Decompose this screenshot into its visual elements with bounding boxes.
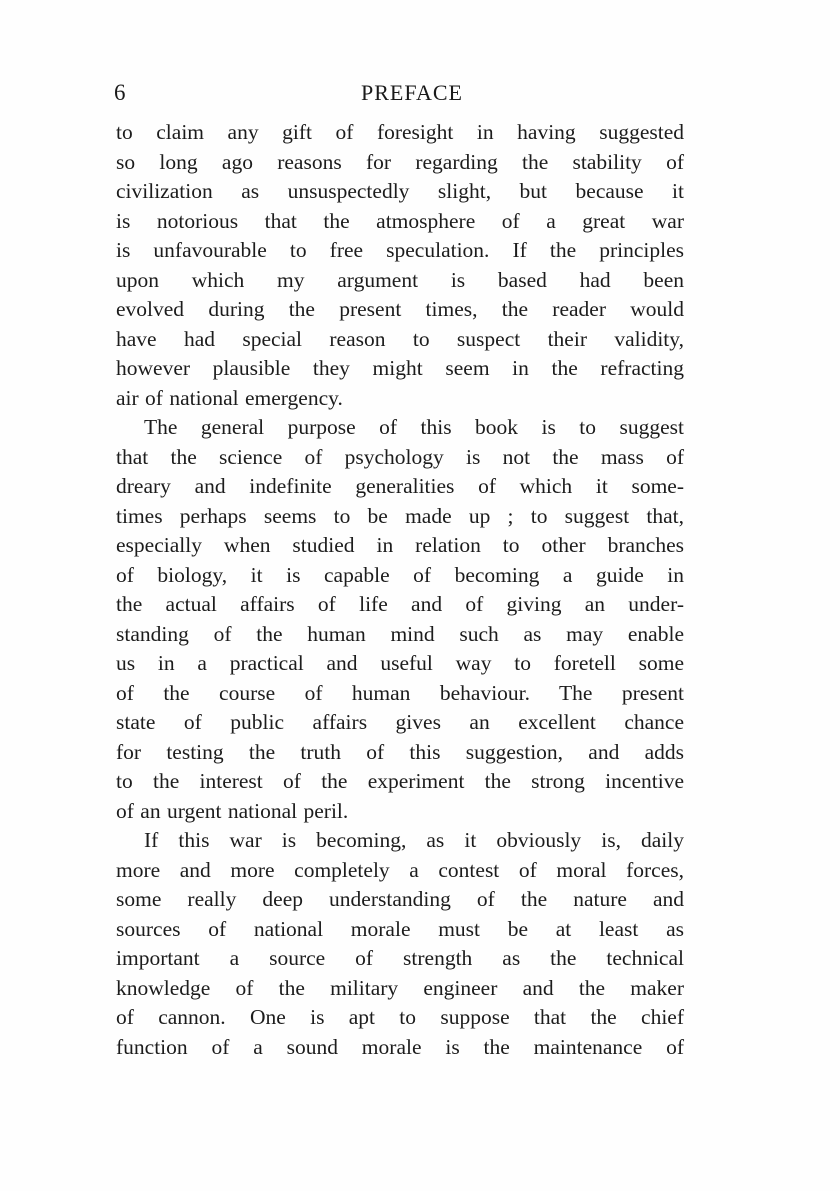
text-line: so long ago reasons for regarding the stability of [116, 149, 684, 174]
text-line: evolved during the present times, the reader would [116, 297, 684, 321]
text-line: civilization as unsuspectedly slight, but because it [116, 179, 684, 203]
text-line: is notorious that the atmosphere of a great war [116, 208, 684, 233]
paragraph-start-line: The general purpose of this book is to suggest [144, 415, 684, 439]
text-line: of an urgent national peril. [116, 798, 349, 823]
text-line: however plausible they might seem in the refracting [116, 356, 684, 380]
text-line: air of national emergency. [116, 385, 343, 410]
text-line: for testing the truth of this suggestion, and adds [116, 739, 684, 764]
text-line: us in a practical and useful way to foretell some [116, 651, 684, 675]
page-number: 6 [114, 80, 126, 105]
text-line: of biology, it is capable of becoming a guide in [116, 562, 684, 587]
text-line: standing of the human mind such as may enable [116, 621, 684, 646]
text-line: important a source of strength as the technical [116, 946, 684, 970]
body-text [116, 118, 684, 1062]
text-line: sources of national morale must be at least as [116, 916, 684, 941]
text-line: times perhaps seems to be made up ; to suggest that, [116, 503, 684, 528]
text-line: state of public affairs gives an excellent chance [116, 710, 684, 734]
text-line: is unfavourable to free speculation. If the principles [116, 238, 684, 262]
text-line: dreary and indefinite generalities of which it some- [116, 474, 684, 498]
text-line: upon which my argument is based had been [116, 267, 684, 292]
text-line: of cannon. One is apt to suppose that the chief [116, 1005, 684, 1029]
text-line: to claim any gift of foresight in having suggested [116, 120, 684, 144]
text-line: knowledge of the military engineer and the maker [116, 975, 684, 1000]
text-line: especially when studied in relation to other branches [116, 533, 684, 557]
text-line: have had special reason to suspect their validity, [116, 326, 684, 351]
text-line: more and more completely a contest of moral forces, [116, 857, 684, 882]
page-header [114, 76, 684, 110]
paragraph-start-line: If this war is becoming, as it obviously is, daily [144, 828, 684, 852]
text-line: to the interest of the experiment the strong incentive [116, 769, 684, 793]
running-title: PREFACE [361, 80, 463, 105]
text-line: the actual affairs of life and of giving an under- [116, 592, 684, 616]
text-line: that the science of psychology is not the mass of [116, 444, 684, 469]
text-line: function of a sound morale is the maintenance of [116, 1034, 684, 1059]
text-line: some really deep understanding of the nature and [116, 887, 684, 911]
text-line: of the course of human behaviour. The present [116, 680, 684, 705]
